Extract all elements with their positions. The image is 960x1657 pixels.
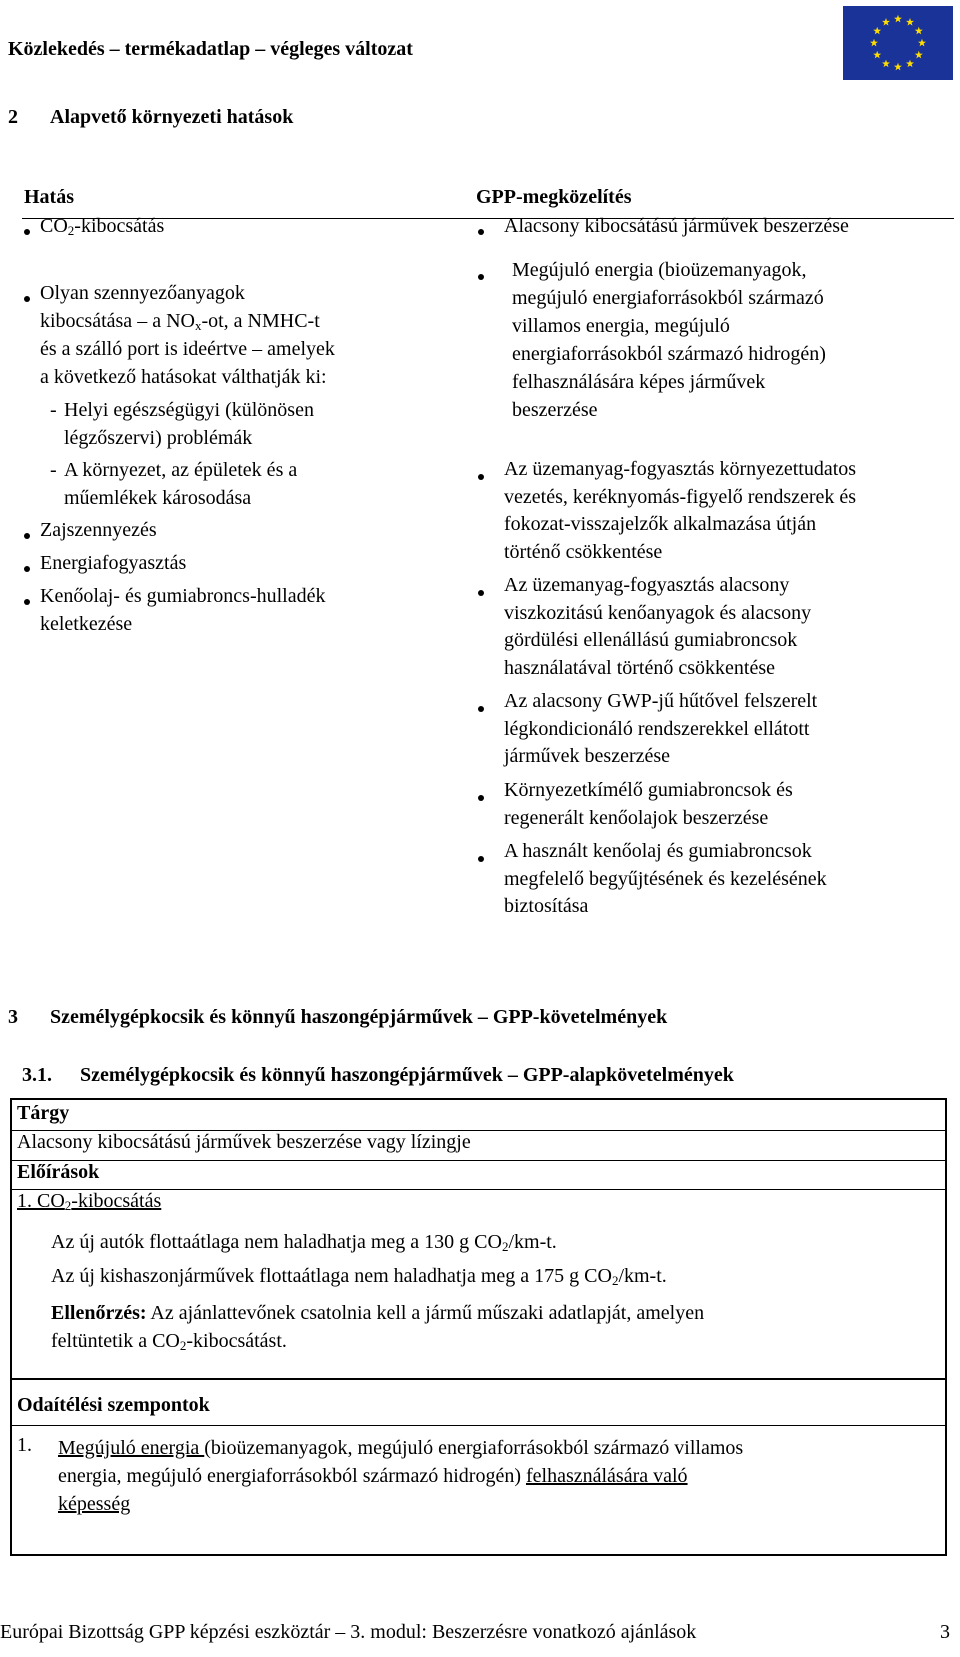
bullet-icon [24,599,30,605]
approach-renewable: Megújuló energia (bioüzemanyagok, megújuló energiaforrásokból származó villamos energia, megújuló energiaforrásokból származó hidrogén) felhasználására képes járművek beszerzése [512,259,826,421]
section-3-1-number: 3.1. [22,1064,52,1086]
section-2-number: 2 [8,106,18,128]
bullet-icon [24,566,30,572]
footer-text: Európai Bizottság GPP képzési eszköztár – 3. modul: Beszerzésre vonatkozó ajánlások [0,1621,697,1643]
impact-energy: Energiafogyasztás [40,552,187,574]
impact-health: - Helyi egészségügyi (különösen légzőszervi) problémák [50,399,314,449]
verification-text: Ellenőrzés: Az ajánlattevőnek csatolnia kell a jármű műszaki adatlapját, amelyen feltüntetik a $CO_2$-kibocsátást. [51,1302,705,1353]
row-divider [12,1425,945,1426]
bullet-icon [478,274,484,280]
section-3-1-title: Személygépkocsik és könnyű haszongépjárművek – GPP-alapkövetelmények [80,1064,734,1086]
specifications-label: Előírások [17,1161,100,1183]
award-1-text: Megújuló energia (bioüzemanyagok, megújuló energiaforrásokból származó villamos energia, megújuló energiaforrásokból származó hidrogén) felhasználására való képesség [58,1437,744,1515]
gpp-column-header: GPP-megközelítés [476,186,632,208]
approach-collection: A használt kenőolaj és gumiabroncsok megfelelő begyűjtésének és kezelésének biztosítása [504,840,827,917]
bullet-icon [24,229,30,235]
impact-noise: Zajszennyezés [40,519,157,541]
bullet-icon [24,533,30,539]
section-3-number: 3 [8,1006,18,1028]
approach-eco-tyres: Környezetkímélő gumiabroncsok és regenerált kenőolajok beszerzése [504,779,793,829]
award-criteria-label: Odaítélési szempontok [17,1394,210,1416]
impacts-list [24,0,424,1000]
bullet-icon [24,296,30,302]
row-divider [12,1160,945,1161]
impact-pollutants: Olyan szennyezőanyagok kibocsátása – a $NO_x-ot$, a NMHC-t és a szálló port is ideértve – amelyek a következő hatásokat válthatják ki: [40,282,335,388]
approach-low-gwp: Az alacsony GWP-jű hűtővel felszerelt légkondicionáló rendszerekkel ellátott járművek beszerzése [504,690,818,767]
approach-eco-driving: Az üzemanyag-fogyasztás környezettudatos vezetés, keréknyomás-figyelő rendszerek és fokozat-visszajelzők alkalmazása útján történő csökkentése [504,458,857,563]
impact-environment: - A környezet, az épületek és a műemlékek károsodása [50,459,298,509]
section-divider [12,1378,945,1380]
page-number: 3 [940,1621,950,1643]
award-1-number: 1. [17,1434,32,1456]
bullet-icon [478,590,484,596]
subject-label: Tárgy [17,1102,70,1124]
gpp-approaches-list [476,0,954,1000]
bullet-icon [478,229,484,235]
spec-cars-limit: Az új autók flottaátlaga nem haladhatja meg a 130 g $CO_2/km-t$. [51,1231,557,1254]
subject-text: Alacsony kibocsátású járművek beszerzése vagy lízingje [17,1131,471,1153]
bullet-icon [478,706,484,712]
impact-column-header: Hatás [24,186,74,208]
approach-low-viscosity: Az üzemanyag-fogyasztás alacsony viszkozitású kenőanyagok és alacsony gördülési ellenállású gumiabroncsok használatával történő csökkentése [504,574,812,679]
approach-low-emission: Alacsony kibocsátású járművek beszerzése [504,215,849,237]
spec-1-heading: 1. $CO_2$-kibocsátás [17,1190,162,1213]
spec-vans-limit: Az új kishaszonjárművek flottaátlaga nem haladhatja meg a 175 g $CO_2/km-t$. [51,1265,667,1288]
bullet-icon [478,856,484,862]
criteria-table [10,1098,947,1556]
section-2-title: Alapvető környezeti hatások [50,106,294,128]
impact-co2: $CO_2$-kibocsátás [40,215,165,238]
bullet-icon [478,795,484,801]
bullet-icon [478,474,484,480]
document-title: Közlekedés – termékadatlap – végleges változat [8,38,413,60]
impact-waste: Kenőolaj- és gumiabroncs-hulladék keletkezése [40,585,326,635]
section-3-title: Személygépkocsik és könnyű haszongépjárművek – GPP-követelmények [50,1006,668,1028]
